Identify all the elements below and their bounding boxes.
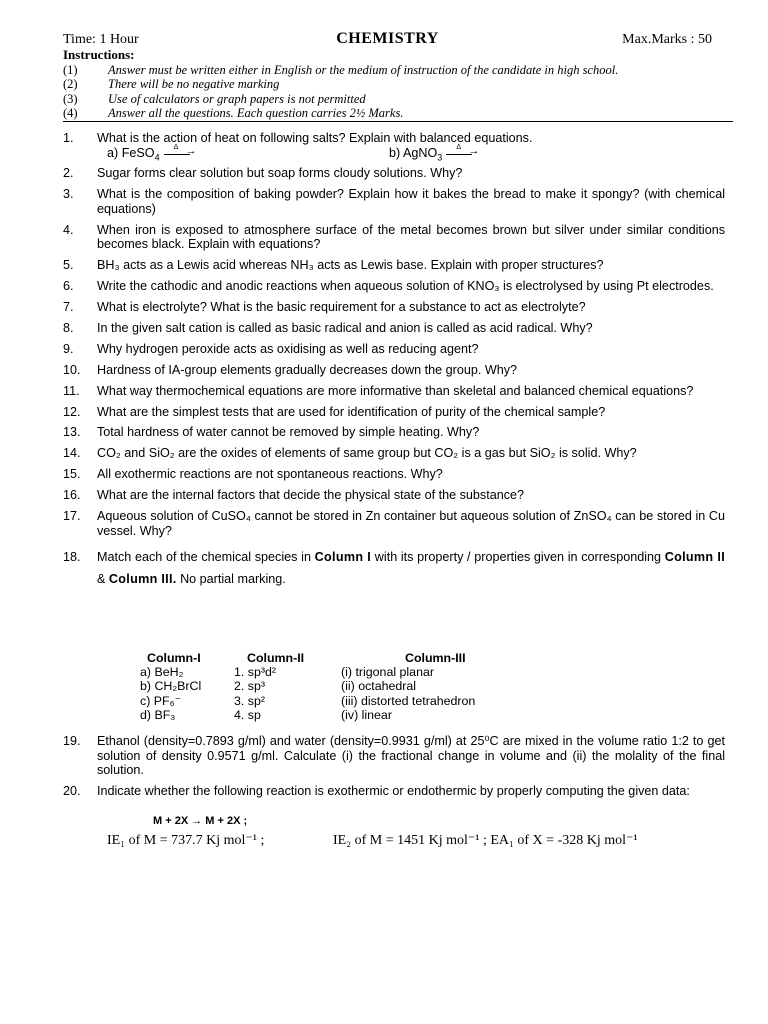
- paper-title: CHEMISTRY: [336, 30, 439, 47]
- question-5: 5. BH₃ acts as a Lewis acid whereas NH₃ acts as Lewis base. Explain with proper structures?: [63, 258, 725, 273]
- question-text: Ethanol (density=0.7893 g/ml) and water (density=0.9931 g/ml) at 25⁰C are mixed in the volume ratio 1:2 to get solution of density 0.9571 g/ml. Calculate (i) the fractional change in volume and (ii) the molality of the final solution.: [97, 734, 725, 778]
- question-14: 14. CO₂ and SiO₂ are the oxides of elements of same group but CO₂ is a gas but SiO₂ is solid. Why?: [63, 446, 725, 461]
- question-text: Aqueous solution of CuSO₄ cannot be stored in Zn container but aqueous solution of ZnSO₄ can be stored in Cu vessel. Why?: [97, 509, 725, 538]
- question-9: 9. Why hydrogen peroxide acts as oxidising as well as reducing agent?: [63, 342, 725, 357]
- question-text: Why hydrogen peroxide acts as oxidising as well as reducing agent?: [97, 341, 479, 356]
- question-2: 2. Sugar forms clear solution but soap forms cloudy solutions. Why?: [63, 166, 725, 181]
- question-text: Write the cathodic and anodic reactions when aqueous solution of KNO₃ is electrolysed by using Pt electrodes.: [97, 279, 714, 294]
- column-2: Column-II 1. sp³d² 2. sp³ 3. sp² 4. sp: [234, 651, 305, 722]
- instruction-item: (1) Answer must be written either in English or the medium of instruction of the candidate in high school.: [63, 62, 619, 77]
- question-13: 13. Total hardness of water cannot be removed by simple heating. Why?: [63, 425, 725, 440]
- question-text: Hardness of IA-group elements gradually decreases down the group. Why?: [97, 362, 518, 377]
- question-text: Sugar forms clear solution but soap forms cloudy solutions. Why?: [97, 166, 463, 181]
- question-text: What way thermochemical equations are more informative than skeletal and balanced chemical equations?: [97, 383, 694, 398]
- question-text: Total hardness of water cannot be removed by simple heating. Why?: [97, 425, 480, 440]
- question-3: 3. What is the composition of baking powder? Explain how it bakes the bread to make it spongy? (with chemical equations): [63, 187, 725, 216]
- question-6: 6. Write the cathodic and anodic reactions when aqueous solution of KNO₃ is electrolysed by using Pt electrodes.: [63, 279, 725, 294]
- question-text: What is the action of heat on following salts? Explain with balanced equations.: [97, 131, 533, 145]
- question-19: 19. Ethanol (density=0.7893 g/ml) and water (density=0.9931 g/ml) at 25⁰C are mixed in the volume ratio 1:2 to get solution of density 0.9571 g/ml. Calculate (i) the fractional change in volume and (ii) the molality of the final solution.: [63, 734, 725, 778]
- question-text: What is electrolyte? What is the basic requirement for a substance to act as electrolyte?: [97, 300, 586, 315]
- question-20: 20. Indicate whether the following reaction is exothermic or endothermic by properly computing the given data:: [63, 784, 725, 799]
- heat-arrow-icon: Δ →: [446, 148, 476, 158]
- option-a: a) FeSO$_4$ Δ →: [97, 146, 379, 161]
- question-text: CO₂ and SiO₂ are the oxides of elements of same group but CO₂ is a gas but SiO₂ is solid. Why?: [97, 446, 637, 461]
- question-text: When iron is exposed to atmosphere surface of the metal becomes brown but silver under similar conditions becomes black. Explain with equations?: [97, 222, 725, 252]
- option-b: b) AgNO$_3$ Δ →: [379, 146, 661, 161]
- header-divider: [63, 121, 733, 122]
- question-10: 10. Hardness of IA-group elements gradually decreases down the group. Why?: [63, 363, 725, 378]
- questions-list-2: [63, 734, 725, 805]
- question-16: 16. What are the internal factors that decide the physical state of the substance?: [63, 488, 725, 503]
- instruction-item: (2) There will be no negative marking: [63, 77, 280, 92]
- question-17: 17. Aqueous solution of CuSO₄ cannot be stored in Zn container but aqueous solution of ZnSO₄ can be stored in Cu vessel. Why?: [63, 509, 725, 538]
- question-text: Indicate whether the following reaction is exothermic or endothermic by properly computing the given data:: [97, 784, 690, 799]
- instructions-block: [63, 48, 723, 121]
- time-label: Time: 1 Hour: [63, 32, 139, 47]
- question-text: Match each of the chemical species in Column I with its property / properties given in corresponding Column II & Column III. No partial marking.: [97, 550, 725, 587]
- instruction-item: (3) Use of calculators or graph papers is not permitted: [63, 91, 366, 106]
- instruction-item: (4) Answer all the questions. Each question carries 2½ Marks.: [63, 106, 404, 121]
- question-text: BH₃ acts as a Lewis acid whereas NH₃ acts as Lewis base. Explain with proper structures?: [97, 258, 604, 273]
- question-text: What are the internal factors that decide the physical state of the substance?: [97, 488, 525, 503]
- ionization-energy-1: IE₁ of M = 737.7 Kj mol⁻¹ ;: [107, 833, 265, 848]
- question-18: 18. Match each of the chemical species in Column I with its property / properties given in corresponding Column II & Column III. No partial marking.: [63, 546, 725, 590]
- paper-header: [63, 30, 712, 50]
- question-7: 7. What is electrolyte? What is the basic requirement for a substance to act as electrolyte?: [63, 300, 725, 315]
- max-marks-label: Max.Marks : 50: [622, 32, 712, 47]
- ionization-energy-2: IE₂ of M = 1451 Kj mol⁻¹ ; EA₁ of X = -328 Kj mol⁻¹: [333, 833, 638, 848]
- instructions-heading: Instructions:: [63, 47, 135, 62]
- question-4: 4. When iron is exposed to atmosphere surface of the metal becomes brown but silver under similar conditions becomes black. Explain with equations?: [63, 222, 725, 252]
- question-8: 8. In the given salt cation is called as basic radical and anion is called as acid radical. Why?: [63, 321, 725, 336]
- reaction-equation: M + 2X → M + 2X ;: [153, 815, 248, 827]
- question-12: 12. What are the simplest tests that are used for identification of purity of the chemical sample?: [63, 405, 725, 420]
- question-text: All exothermic reactions are not spontaneous reactions. Why?: [97, 467, 443, 482]
- question-1: 1. What is the action of heat on following salts? Explain with balanced equations. a) FeSO$_4$ Δ → b) AgNO$_3$ Δ →: [63, 131, 725, 160]
- heat-arrow-icon: Δ →: [164, 148, 194, 158]
- column-1: Column-I a) BeH₂ b) CH₂BrCl c) PF₆⁻ d) BF₃: [140, 651, 202, 722]
- question-15: 15. All exothermic reactions are not spontaneous reactions. Why?: [63, 467, 725, 482]
- question-text: What are the simplest tests that are used for identification of purity of the chemical sample?: [97, 404, 606, 419]
- questions-list: [63, 131, 725, 597]
- question-11: 11. What way thermochemical equations are more informative than skeletal and balanced chemical equations?: [63, 384, 725, 399]
- column-3: Column-III (i) trigonal planar (ii) octahedral (iii) distorted tetrahedron (iv) linear: [341, 651, 476, 722]
- question-text: In the given salt cation is called as basic radical and anion is called as acid radical. Why?: [97, 321, 593, 336]
- question-text: What is the composition of baking powder? Explain how it bakes the bread to make it spongy? (with chemical equations): [97, 187, 725, 216]
